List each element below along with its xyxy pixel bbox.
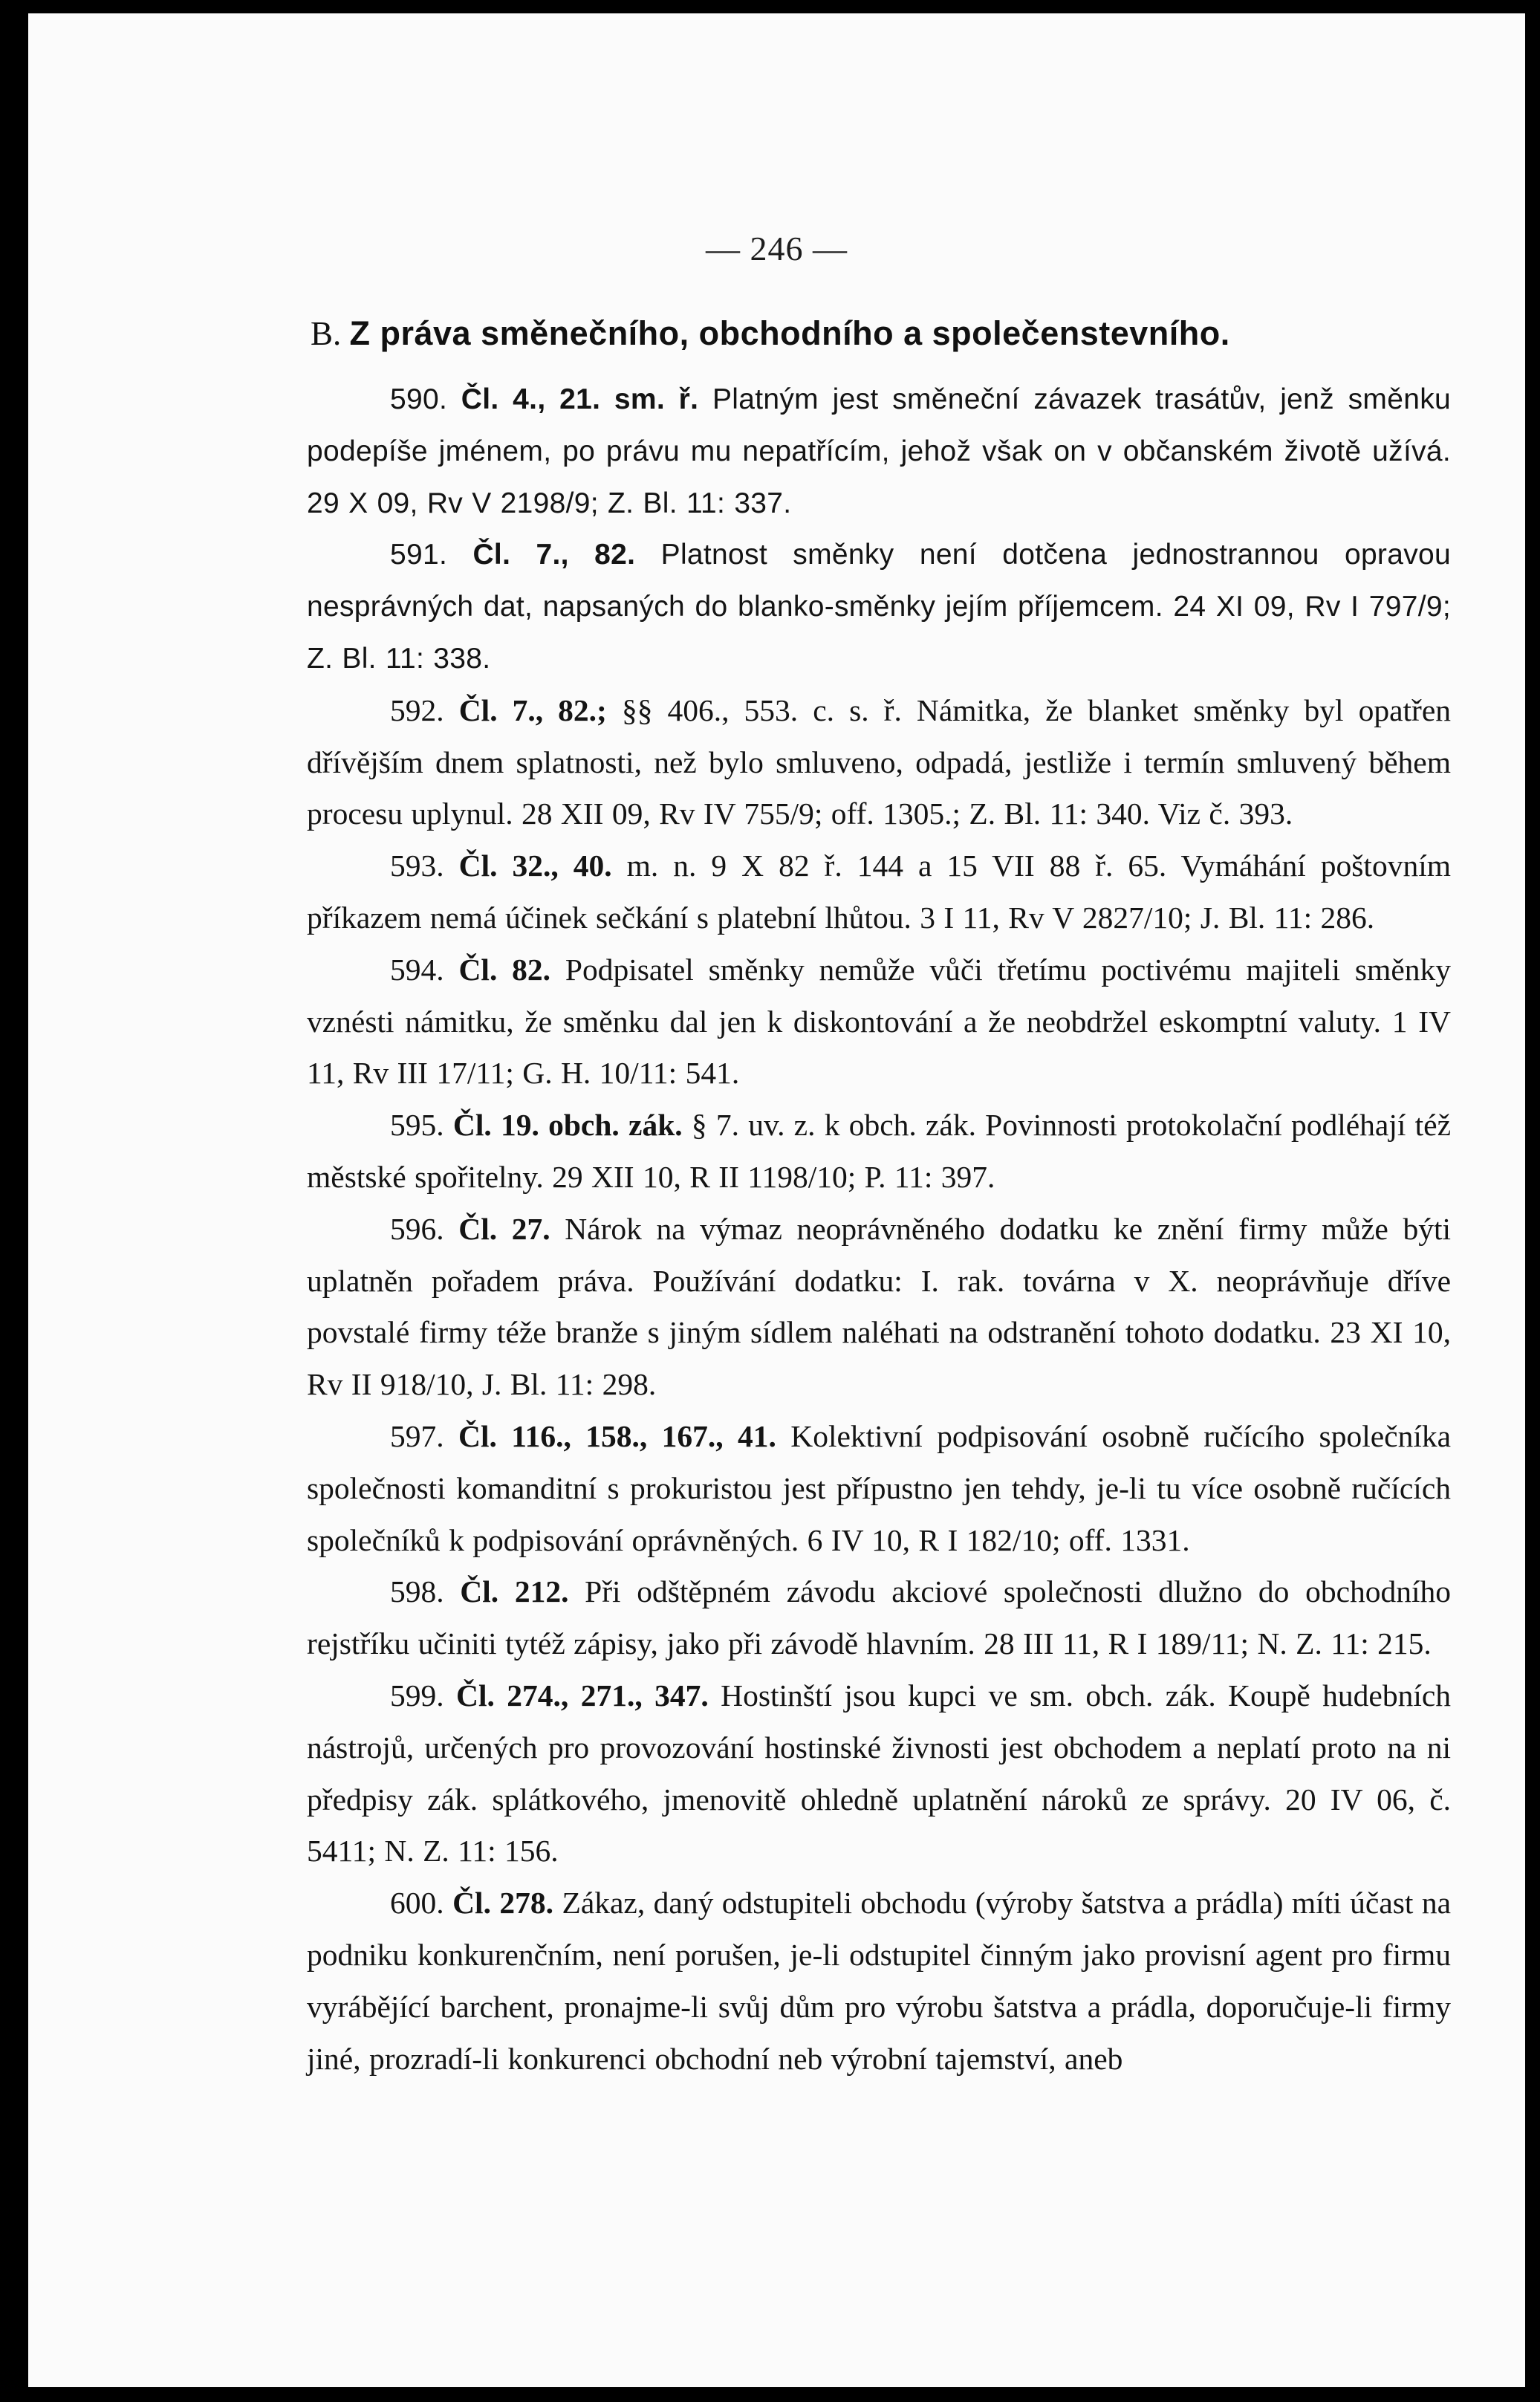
entry-591 [307, 529, 1451, 684]
section-heading [311, 314, 1469, 353]
entry-number: 599. [390, 1678, 444, 1713]
entry-reference: Čl. 4., 21. sm. ř. [461, 383, 699, 415]
entry-596 [307, 1204, 1451, 1411]
entry-reference: Čl. 7., 82. [472, 539, 636, 571]
entry-592 [307, 685, 1451, 840]
entry-590 [307, 374, 1451, 529]
entry-text: Platným jest směneční závazek trasátův, jenž směnku podepíše jménem, po právu mu nepatřícím, jehož však on v občanském životě užívá. 29 X 09, Rv V 2198/9; Z. Bl. 11: 337. [307, 383, 1451, 519]
entry-600 [307, 1877, 1451, 2085]
entry-number: 600. [390, 1886, 444, 1921]
entry-reference: Čl. 82. [458, 952, 551, 987]
entry-reference: Čl. 7., 82.; [458, 692, 607, 727]
entry-number: 598. [390, 1574, 444, 1609]
entry-number: 592. [390, 692, 444, 727]
entry-599 [307, 1670, 1451, 1877]
entry-reference: Čl. 274., 271., 347. [456, 1678, 709, 1713]
scanned-page [28, 13, 1525, 2387]
entry-598 [307, 1566, 1451, 1670]
entry-reference: Čl. 116., 158., 167., 41. [458, 1418, 776, 1453]
section-letter: B. [311, 315, 342, 352]
entry-reference: Čl. 278. [452, 1886, 554, 1921]
entry-reference: Čl. 32., 40. [458, 848, 612, 883]
entry-number: 597. [390, 1418, 444, 1453]
entry-number: 591. [390, 539, 448, 571]
entry-reference: Čl. 27. [458, 1211, 550, 1246]
entry-text: Kolektivní podpisování osobně ručícího společníka společnosti komanditní s prokuristou jest přípustno jen tehdy, je-li tu více osobně ručících společníků k podpisování oprávněných. 6 IV 10, R I 182/10; off. 1331. [307, 1418, 1452, 1557]
entry-number: 596. [390, 1211, 444, 1246]
entry-text: Podpisatel směnky nemůže vůči třetímu poctivému majiteli směnky vznésti námitku, že směnku dal jen k diskontování a že neobdržel eskomptní valuty. 1 IV 11, Rv III 17/11; G. H. 10/11: 541. [307, 952, 1452, 1091]
entry-reference: Čl. 19. obch. zák. [452, 1108, 683, 1143]
entry-text: § 7. uv. z. k obch. zák. Povinnosti protokolační podléhají též městské spořitelny. 29 XII 10, R II 1198/10; P. 11: 397. [307, 1108, 1452, 1194]
entry-595 [307, 1100, 1451, 1204]
entry-597 [307, 1411, 1451, 1566]
entry-text: Platnost směnky není dotčena jednostrannou opravou nesprávných dat, napsaných do blanko-směnky jejím příjemcem. 24 XI 09, Rv I 797/9; Z. Bl. 11: 338. [307, 539, 1451, 675]
entry-number: 593. [390, 848, 444, 883]
entry-text: §§ 406., 553. c. s. ř. Námitka, že blanket směnky byl opatřen dřívějším dnem splatnosti, než bylo smluveno, odpadá, jestliže i termín smluvený během procesu uplynul. 28 XII 09, Rv IV 755/9; off. 1305.; Z. Bl. 11: 340. Viz č. 393. [307, 692, 1452, 831]
page-number: — 246 — [706, 230, 848, 267]
entry-593 [307, 840, 1451, 944]
entries-list [307, 374, 1451, 2085]
section-title: Z práva směnečního, obchodního a společenstevního. [349, 314, 1230, 352]
entry-number: 590. [390, 383, 448, 415]
entry-number: 594. [390, 952, 444, 987]
entry-text: Zákaz, daný odstupiteli obchodu (výroby šatstva a prádla) míti účast na podniku konkurenčním, není porušen, je-li odstupitel činným jako provisní agent pro firmu vyrábějící barchent, pronajme-li svůj dům pro výrobu šatstva a prádla, doporučuje-li firmy jiné, prozradí-li konkurenci obchodní neb výrobní tajemství, aneb [307, 1886, 1452, 2076]
entry-text: Při odštěpném závodu akciové společnosti dlužno do obchodního rejstříku učiniti tytéž zápisy, jako při závodě hlavním. 28 III 11, R I 189/11; N. Z. 11: 215. [307, 1574, 1452, 1661]
entry-number: 595. [390, 1108, 444, 1143]
entry-594 [307, 944, 1451, 1100]
entry-text: Hostinští jsou kupci ve sm. obch. zák. Koupě hudebních nástrojů, určených pro provozování hostinské živnosti jest obchodem a neplatí proto na ni předpisy zák. splátkového, jmenovitě ohledně uplatnění nároků ze správy. 20 IV 06, č. 5411; N. Z. 11: 156. [307, 1678, 1452, 1869]
entry-reference: Čl. 212. [460, 1574, 569, 1609]
entry-text: Nárok na výmaz neoprávněného dodatku ke znění firmy může býti uplatněn pořadem práva. Používání dodatku: I. rak. továrna v X. neoprávňuje dříve povstalé firmy téže branže s jiným sídlem naléhati na odstranění tohoto dodatku. 23 XI 10, Rv II 918/10, J. Bl. 11: 298. [307, 1211, 1452, 1402]
entry-text: m. n. 9 X 82 ř. 144 a 15 VII 88 ř. 65. Vymáhání poštovním příkazem nemá účinek sečkání s platební lhůtou. 3 I 11, Rv V 2827/10; J. Bl. 11: 286. [307, 848, 1452, 935]
